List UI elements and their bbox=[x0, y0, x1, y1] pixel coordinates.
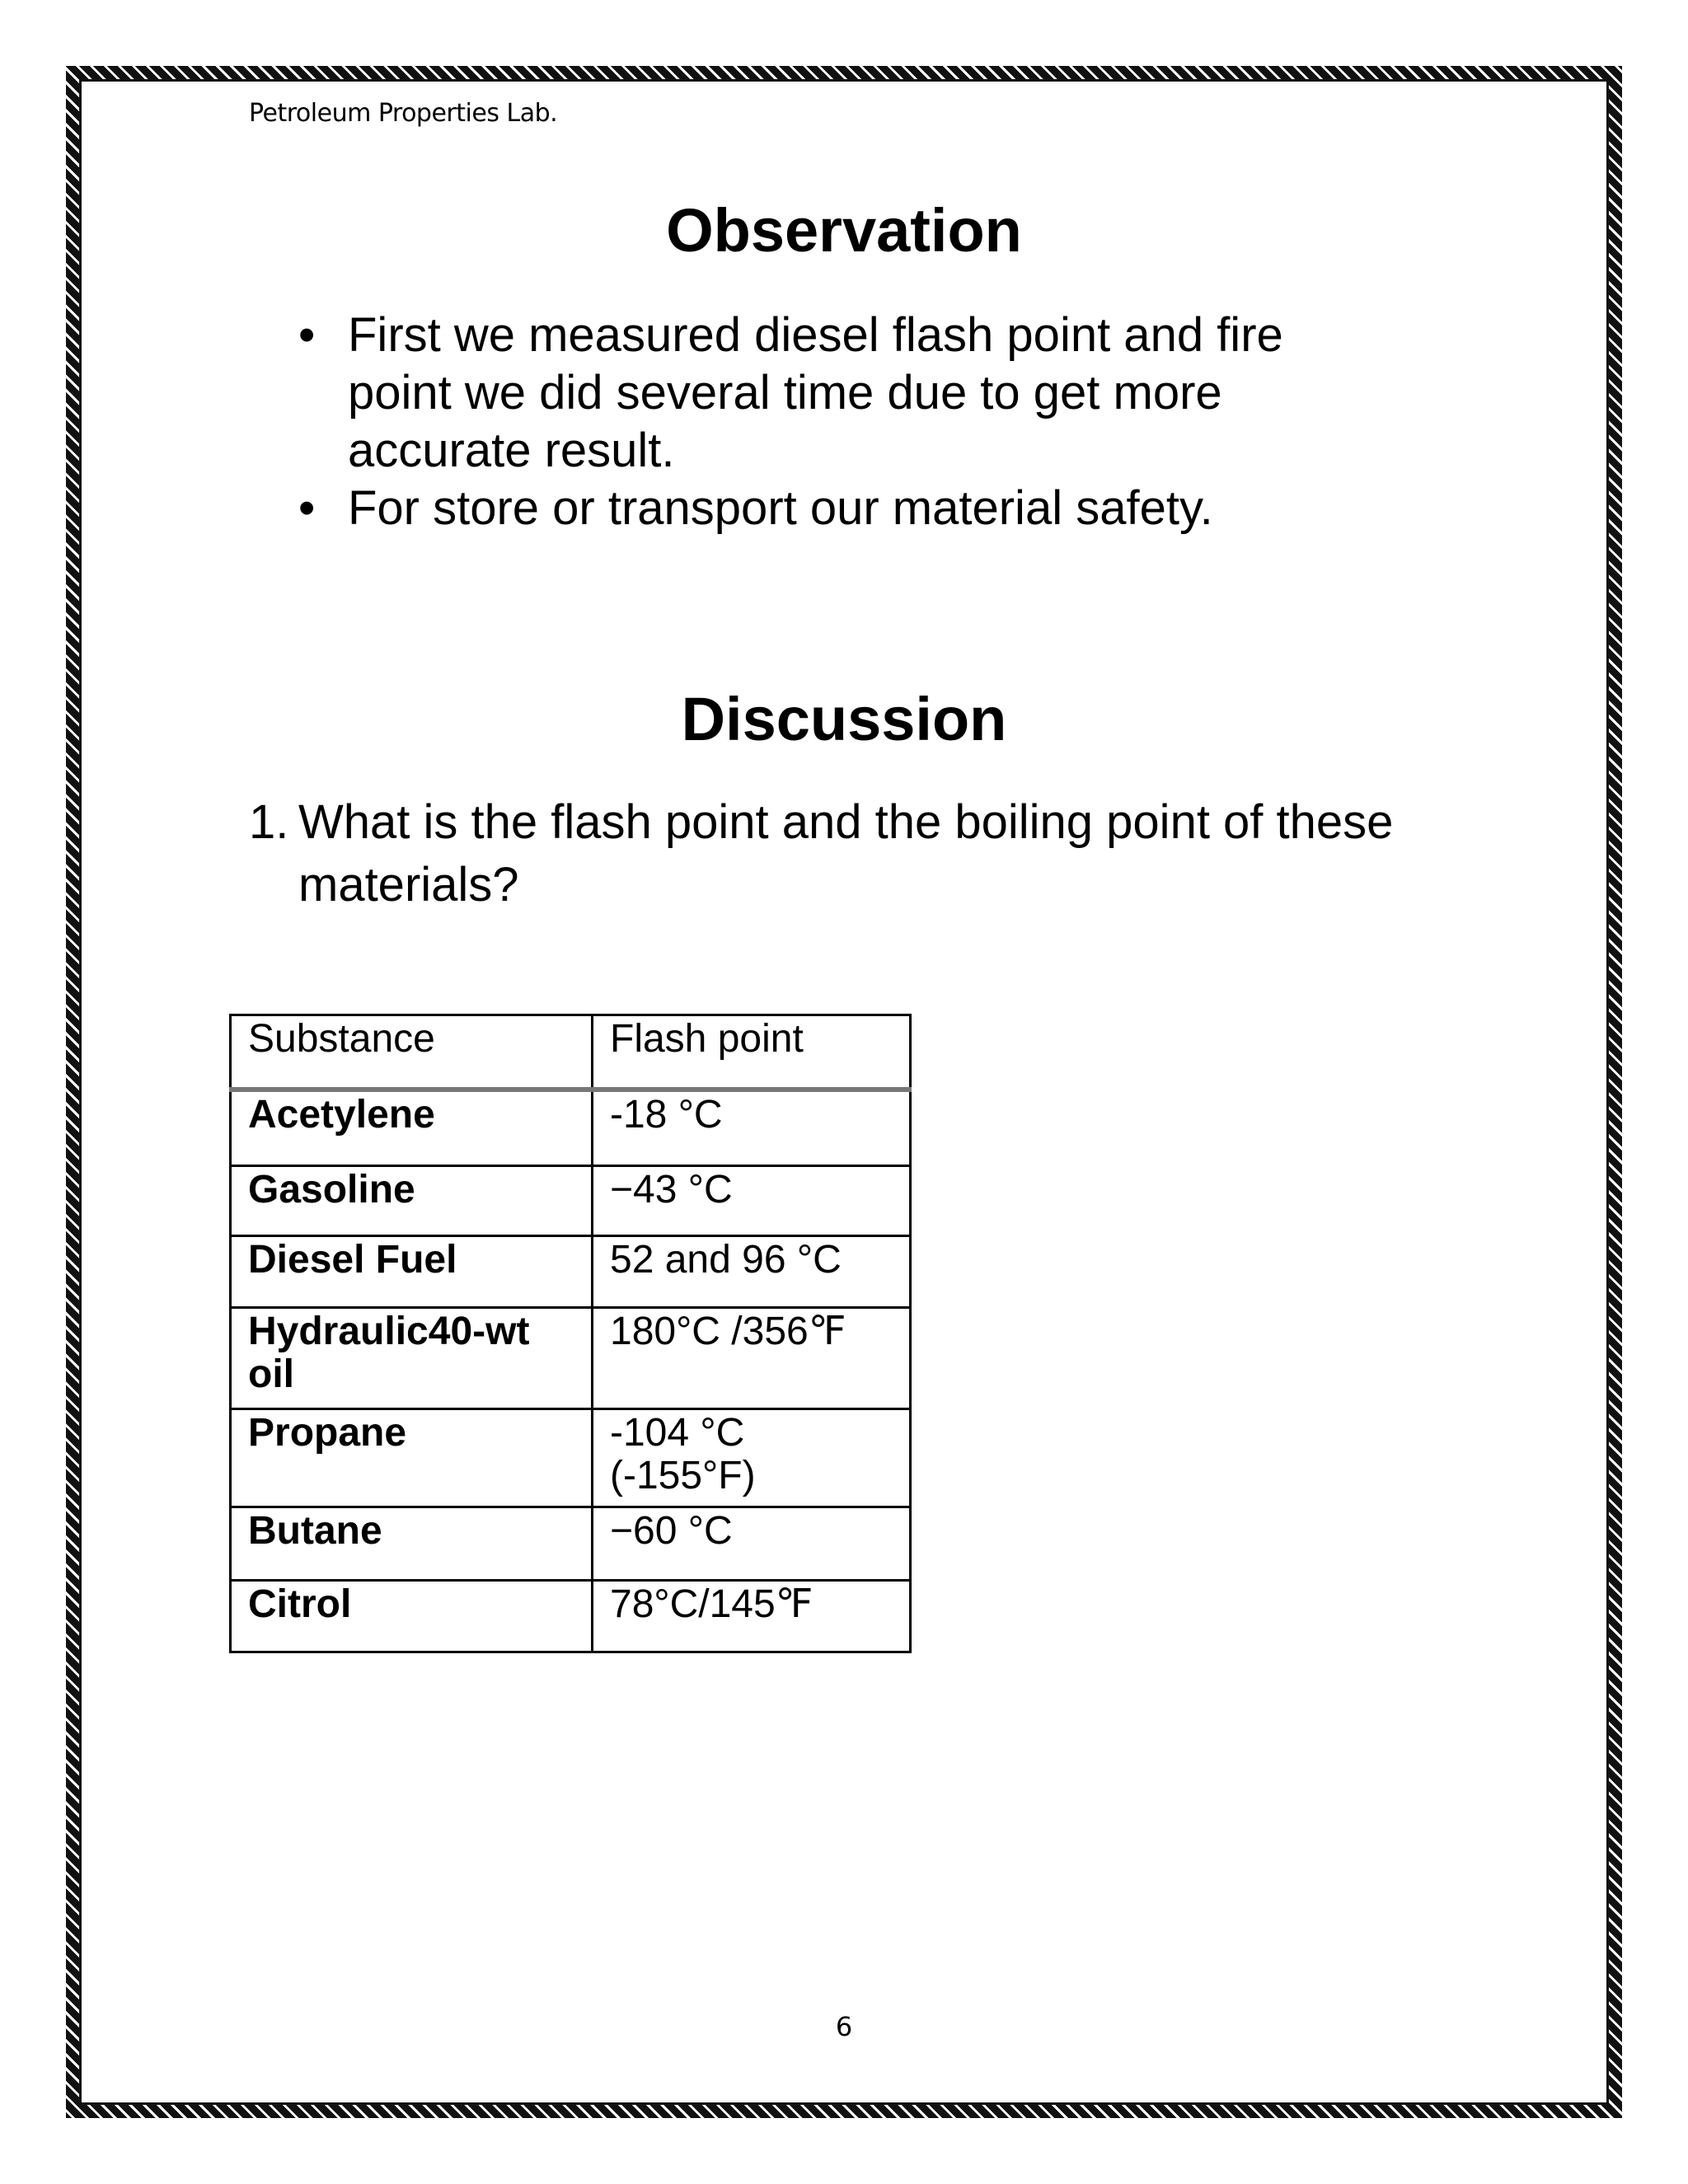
substance-cell: Gasoline bbox=[231, 1166, 593, 1236]
column-header-flash-point: Flash point bbox=[593, 1015, 911, 1090]
substance-cell: Hydraulic40-wt oil bbox=[231, 1308, 593, 1409]
table-row bbox=[231, 1507, 911, 1581]
flash-point-cell: 180°C /356℉ bbox=[593, 1308, 911, 1409]
table-row bbox=[231, 1581, 911, 1652]
flash-point-cell: -104 °C (-155°F) bbox=[593, 1409, 911, 1507]
flash-point-table bbox=[229, 1014, 912, 1653]
table-row bbox=[231, 1166, 911, 1236]
observation-list bbox=[298, 307, 1370, 537]
table-row bbox=[231, 1308, 911, 1409]
substance-cell: Diesel Fuel bbox=[231, 1236, 593, 1308]
table-header-row bbox=[231, 1015, 911, 1090]
substance-cell: Propane bbox=[231, 1409, 593, 1507]
observation-heading: Observation bbox=[666, 196, 1022, 265]
flash-point-cell: 52 and 96 °C bbox=[593, 1236, 911, 1308]
substance-cell: Citrol bbox=[231, 1581, 593, 1652]
page-number: 6 bbox=[835, 2011, 853, 2042]
substance-cell: Butane bbox=[231, 1507, 593, 1581]
flash-point-cell: -18 °C bbox=[593, 1090, 911, 1166]
question-number: 1. bbox=[249, 795, 289, 849]
bullet-icon: • bbox=[298, 481, 316, 535]
discussion-heading: Discussion bbox=[681, 685, 1007, 753]
question-text: What is the flash point and the boiling point of these materials? bbox=[298, 795, 1394, 912]
table-row bbox=[231, 1409, 911, 1507]
list-item bbox=[298, 480, 1370, 537]
table-row bbox=[231, 1236, 911, 1308]
discussion-question bbox=[249, 791, 1403, 916]
column-header-substance: Substance bbox=[231, 1015, 593, 1090]
substance-cell: Acetylene bbox=[231, 1090, 593, 1166]
flash-point-cell: −60 °C bbox=[593, 1507, 911, 1581]
flash-point-cell: −43 °C bbox=[593, 1166, 911, 1236]
list-item bbox=[298, 307, 1370, 480]
bullet-text: For store or transport our material safety. bbox=[348, 481, 1213, 535]
flash-point-cell: 78°C/145℉ bbox=[593, 1581, 911, 1652]
running-header: Petroleum Properties Lab. bbox=[249, 99, 558, 128]
bullet-text: First we measured diesel flash point and fire point we did several time due to get more accurate result. bbox=[348, 308, 1283, 477]
bullet-icon: • bbox=[298, 308, 316, 362]
table-row bbox=[231, 1090, 911, 1166]
